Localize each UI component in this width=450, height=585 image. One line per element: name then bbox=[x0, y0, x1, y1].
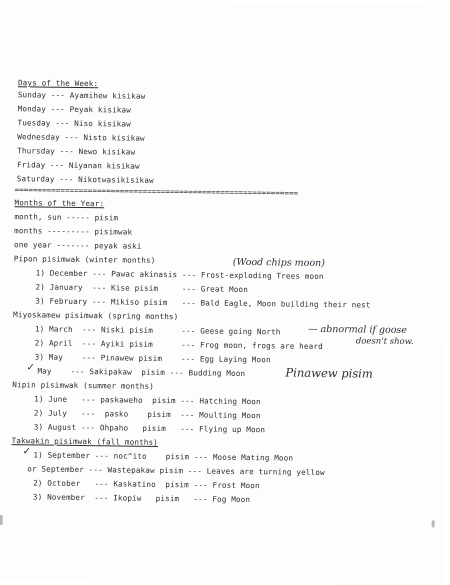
day-line: Sunday --- Ayamihew kisikaw bbox=[17, 90, 146, 101]
summer-heading: Nipin pisimwak (summer months) bbox=[12, 380, 155, 391]
check-mark-icon: ✓ bbox=[26, 362, 35, 374]
spring-month-line: 1) March --- Niski pisim --- Geese going North bbox=[34, 324, 281, 337]
spring-month-line: 2) April --- Ayiki pisim --- Frog moon, frogs are heard bbox=[34, 338, 323, 351]
fall-month-line: 3) November --- Ikopiw pisim --- Fog Moon bbox=[32, 492, 251, 505]
summer-month-line: 1) June --- paskaweho pisim --- Hatching Moon bbox=[34, 394, 261, 407]
day-line: Friday --- Niyanan kisikaw bbox=[16, 160, 140, 171]
day-line: Tuesday --- Niso kisikaw bbox=[17, 118, 131, 129]
day-line: Monday --- Peyak kisikaw bbox=[17, 104, 132, 115]
fall-month-line: 2) October --- Kaskatino pisim --- Frost Moon bbox=[33, 478, 260, 491]
winter-month-line: 3) February --- Mikiso pisim --- Bald Eagle, Moon building their nest bbox=[35, 296, 371, 310]
scan-mark bbox=[432, 520, 435, 527]
days-title: Days of the Week: bbox=[17, 78, 99, 89]
handwritten-note-abnormal: — abnormal if goose bbox=[307, 323, 408, 336]
day-line: Wednesday --- Nisto kisikaw bbox=[17, 132, 145, 143]
fall-heading: Takwakin pisimwak (fall months) bbox=[11, 436, 159, 447]
summer-month-line: 2) July --- pasko pisim --- Moulting Moon bbox=[33, 408, 261, 421]
check-mark-icon: ✓ bbox=[22, 446, 31, 458]
handwritten-note-pinawew: Pinawew pisim bbox=[285, 365, 373, 381]
vocab-line: months --------- pisimwak bbox=[14, 226, 133, 237]
scan-mark bbox=[0, 515, 3, 525]
summer-month-line: 3) August --- Ohpaho pisim --- Flying up Moon bbox=[33, 422, 266, 435]
spring-month-line: 3) May --- Pinawew pisim --- Egg Laying Moon bbox=[34, 352, 271, 365]
vocab-line: month, sun ----- pisim bbox=[14, 212, 119, 223]
fall-month-line: or September --- Wastepakaw pisim --- Leaves are turning yellow bbox=[27, 464, 325, 478]
handwritten-note-doesnt-show: doesn't show. bbox=[355, 336, 414, 348]
fall-month-line: 1) September --- noc^ito pisim --- Moose Mating Moon bbox=[33, 450, 294, 463]
separator-line: ============================================================== bbox=[14, 185, 299, 198]
months-title: Months of the Year: bbox=[14, 198, 105, 209]
spring-heading: Miyoskamew pisimwak (spring months) bbox=[13, 310, 179, 322]
winter-heading: Pipon pisimwak (winter months) bbox=[13, 254, 156, 265]
winter-month-line: 1) December --- Pawac akinasis --- Frost-exploding Trees moon bbox=[35, 268, 324, 281]
vocab-line: one year ------- peyak aski bbox=[13, 240, 142, 251]
day-line: Saturday --- Nikotwasikisikaw bbox=[16, 174, 154, 185]
winter-month-line: 2) January --- Kise pisim --- Great Moon bbox=[35, 282, 249, 295]
day-line: Thursday --- Newo kisikaw bbox=[17, 146, 136, 157]
spring-month-line: May --- Sakipakaw pisim --- Budding Moon bbox=[37, 366, 246, 379]
handwritten-note-wood-chips: (Wood chips moon) bbox=[232, 256, 325, 269]
